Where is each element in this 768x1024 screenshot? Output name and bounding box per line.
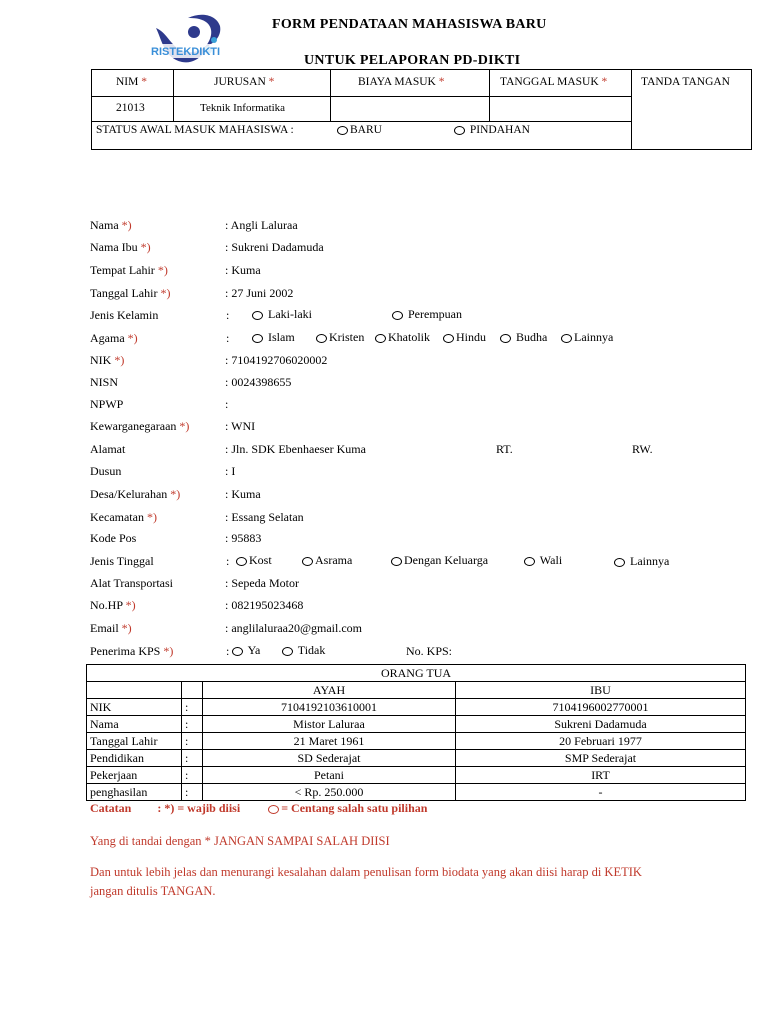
- ayah-value[interactable]: 21 Maret 1961: [203, 733, 456, 750]
- radio-icon[interactable]: [252, 334, 263, 343]
- radio-icon[interactable]: [500, 334, 511, 343]
- catatan-radio-rule: = Centang salah satu pilihan: [281, 801, 428, 815]
- status-label: STATUS AWAL MASUK MAHASISWA :: [96, 124, 294, 136]
- value-dusun[interactable]: : I: [225, 464, 236, 478]
- label-kewarganegaraan: Kewarganegaraan *): [90, 419, 190, 433]
- radio-icon[interactable]: [375, 334, 386, 343]
- value-email[interactable]: : anglilaluraa20@gmail.com: [225, 621, 363, 635]
- option-lainnya-tinggal[interactable]: Lainnya: [614, 554, 669, 569]
- sep-kps: :: [226, 644, 230, 658]
- label-kode-pos: Kode Pos: [90, 531, 137, 545]
- label-nama-ibu: Nama Ibu *): [90, 240, 151, 254]
- note-ketik-2: jangan ditulis TANGAN.: [90, 884, 216, 898]
- row-sep: :: [182, 767, 203, 784]
- label-jenis-kelamin: Jenis Kelamin: [90, 308, 159, 322]
- label-transportasi: Alat Transportasi: [90, 576, 174, 590]
- label-rt: RT.: [496, 442, 513, 456]
- col-nim: NIM *: [116, 76, 147, 88]
- form-subtitle: UNTUK PELAPORAN PD-DIKTI: [304, 53, 521, 68]
- parents-title: ORANG TUA: [87, 665, 746, 682]
- option-islam[interactable]: Islam: [252, 330, 295, 345]
- col-ibu: IBU: [456, 682, 746, 699]
- value-kewarganegaraan[interactable]: : WNI: [225, 419, 256, 433]
- row-sep: :: [182, 699, 203, 716]
- ayah-value[interactable]: < Rp. 250.000: [203, 784, 456, 801]
- option-ya[interactable]: Ya: [232, 643, 260, 658]
- radio-icon[interactable]: [236, 557, 247, 566]
- catatan-label: Catatan: [90, 801, 132, 815]
- label-no-kps: No. KPS:: [406, 644, 453, 658]
- label-nisn: NISN: [90, 375, 119, 389]
- radio-icon[interactable]: [614, 558, 625, 567]
- label-kecamatan: Kecamatan *): [90, 510, 157, 524]
- option-kristen[interactable]: Kristen: [316, 330, 364, 345]
- value-nama-ibu[interactable]: : Sukreni Dadamuda: [225, 240, 324, 254]
- ayah-value[interactable]: SD Sederajat: [203, 750, 456, 767]
- label-rw: RW.: [632, 442, 653, 456]
- label-dusun: Dusun: [90, 464, 122, 478]
- row-sep: :: [182, 784, 203, 801]
- row-sep: :: [182, 716, 203, 733]
- value-nik[interactable]: : 7104192706020002: [225, 353, 328, 367]
- value-transportasi[interactable]: : Sepeda Motor: [225, 576, 299, 590]
- option-dengan-keluarga[interactable]: Dengan Keluarga: [391, 553, 488, 568]
- row-label: Pekerjaan: [87, 767, 182, 784]
- option-tidak[interactable]: Tidak: [282, 643, 325, 658]
- empty-cell: [87, 682, 182, 699]
- col-jurusan: JURUSAN *: [214, 76, 275, 88]
- col-tanggal: TANGGAL MASUK *: [500, 76, 608, 88]
- option-asrama[interactable]: Asrama: [302, 553, 352, 568]
- radio-icon[interactable]: [454, 126, 465, 135]
- jurusan-value[interactable]: Teknik Informatika: [200, 102, 286, 114]
- label-desa: Desa/Kelurahan *): [90, 487, 181, 501]
- option-wali[interactable]: Wali: [524, 553, 562, 568]
- radio-icon[interactable]: [561, 334, 572, 343]
- radio-icon[interactable]: [524, 557, 535, 566]
- sep-jenis-tinggal: :: [226, 554, 230, 568]
- label-nik: NIK *): [90, 353, 125, 367]
- table-row: [87, 750, 746, 767]
- status-baru[interactable]: BARU: [337, 124, 382, 136]
- row-label: Tanggal Lahir: [87, 733, 182, 750]
- ristekdikti-logo: [148, 10, 230, 80]
- col-tanda-tangan: TANDA TANGAN: [641, 76, 730, 88]
- value-alamat[interactable]: : Jln. SDK Ebenhaeser Kuma: [225, 442, 366, 456]
- option-kost[interactable]: Kost: [236, 553, 272, 568]
- option-perempuan[interactable]: Perempuan: [392, 307, 462, 322]
- radio-icon[interactable]: [443, 334, 454, 343]
- empty-cell: [182, 682, 203, 699]
- svg-text:RISTEKDIKTI: RISTEKDIKTI: [151, 46, 221, 58]
- form-title: FORM PENDATAAN MAHASISWA BARU: [272, 17, 547, 32]
- note-ketik-1: Dan untuk lebih jelas dan menurangi kesalahan dalam penulisan form biodata yang akan diisi harap di KETIK: [90, 865, 642, 879]
- sep-jenis-kelamin: :: [226, 308, 230, 322]
- value-desa[interactable]: : Kuma: [225, 487, 261, 501]
- ayah-value[interactable]: Petani: [203, 767, 456, 784]
- row-label: penghasilan: [87, 784, 182, 801]
- option-budha[interactable]: Budha: [500, 330, 547, 345]
- option-khatolik[interactable]: Khatolik: [375, 330, 430, 345]
- ibu-value[interactable]: SMP Sederajat: [456, 750, 746, 767]
- label-agama: Agama *): [90, 331, 138, 345]
- table-row: [87, 733, 746, 750]
- option-laki-laki[interactable]: Laki-laki: [252, 307, 312, 322]
- option-lainnya[interactable]: Lainnya: [561, 330, 613, 345]
- label-hp: No.HP *): [90, 598, 136, 612]
- ibu-value[interactable]: Sukreni Dadamuda: [456, 716, 746, 733]
- label-kps: Penerima KPS *): [90, 644, 174, 658]
- sep-agama: :: [226, 331, 230, 345]
- value-tempat-lahir[interactable]: : Kuma: [225, 263, 261, 277]
- label-email: Email *): [90, 621, 132, 635]
- table-row: [87, 767, 746, 784]
- ayah-value[interactable]: 7104192103610001: [203, 699, 456, 716]
- table-row: [87, 699, 746, 716]
- label-npwp: NPWP: [90, 397, 124, 411]
- table-row: [87, 784, 746, 801]
- status-pindahan[interactable]: PINDAHAN: [454, 124, 530, 136]
- radio-icon[interactable]: [302, 557, 313, 566]
- radio-icon[interactable]: [252, 311, 263, 320]
- radio-icon[interactable]: [392, 311, 403, 320]
- row-sep: :: [182, 733, 203, 750]
- value-kecamatan[interactable]: : Essang Selatan: [225, 510, 304, 524]
- catatan-rule: : *) = wajib diisi: [157, 801, 241, 815]
- value-tanggal-lahir[interactable]: : 27 Juni 2002: [225, 286, 294, 300]
- row-label: Nama: [87, 716, 182, 733]
- value-kode-pos[interactable]: : 95883: [225, 531, 262, 545]
- ayah-value[interactable]: Mistor Laluraa: [203, 716, 456, 733]
- parents-table: [86, 664, 746, 801]
- label-tanggal-lahir: Tanggal Lahir *): [90, 286, 171, 300]
- nim-value[interactable]: 21013: [116, 102, 145, 114]
- label-nama: Nama *): [90, 218, 132, 232]
- ibu-value[interactable]: 7104196002770001: [456, 699, 746, 716]
- radio-icon[interactable]: [391, 557, 402, 566]
- label-alamat: Alamat: [90, 442, 126, 456]
- radio-icon[interactable]: [337, 126, 348, 135]
- ibu-value[interactable]: 20 Februari 1977: [456, 733, 746, 750]
- col-biaya: BIAYA MASUK *: [358, 76, 445, 88]
- ibu-value[interactable]: -: [456, 784, 746, 801]
- value-nisn[interactable]: : 0024398655: [225, 375, 292, 389]
- col-ayah: AYAH: [203, 682, 456, 699]
- label-tempat-lahir: Tempat Lahir *): [90, 263, 168, 277]
- ibu-value[interactable]: IRT: [456, 767, 746, 784]
- radio-icon: [268, 805, 279, 814]
- label-jenis-tinggal: Jenis Tinggal: [90, 554, 154, 568]
- table-row: [87, 716, 746, 733]
- row-sep: :: [182, 750, 203, 767]
- radio-icon[interactable]: [232, 647, 243, 656]
- row-label: Pendidikan: [87, 750, 182, 767]
- radio-icon[interactable]: [282, 647, 293, 656]
- catatan-line: [90, 801, 427, 816]
- option-hindu[interactable]: Hindu: [443, 330, 486, 345]
- logo-icon: [148, 10, 230, 80]
- note-warning: Yang di tandai dengan * JANGAN SAMPAI SALAH DIISI: [90, 834, 390, 848]
- value-hp[interactable]: : 082195023468: [225, 598, 304, 612]
- radio-icon[interactable]: [316, 334, 327, 343]
- value-nama[interactable]: : Angli Laluraa: [225, 218, 298, 232]
- value-npwp[interactable]: :: [225, 397, 229, 411]
- header-table: [91, 69, 752, 150]
- row-label: NIK: [87, 699, 182, 716]
